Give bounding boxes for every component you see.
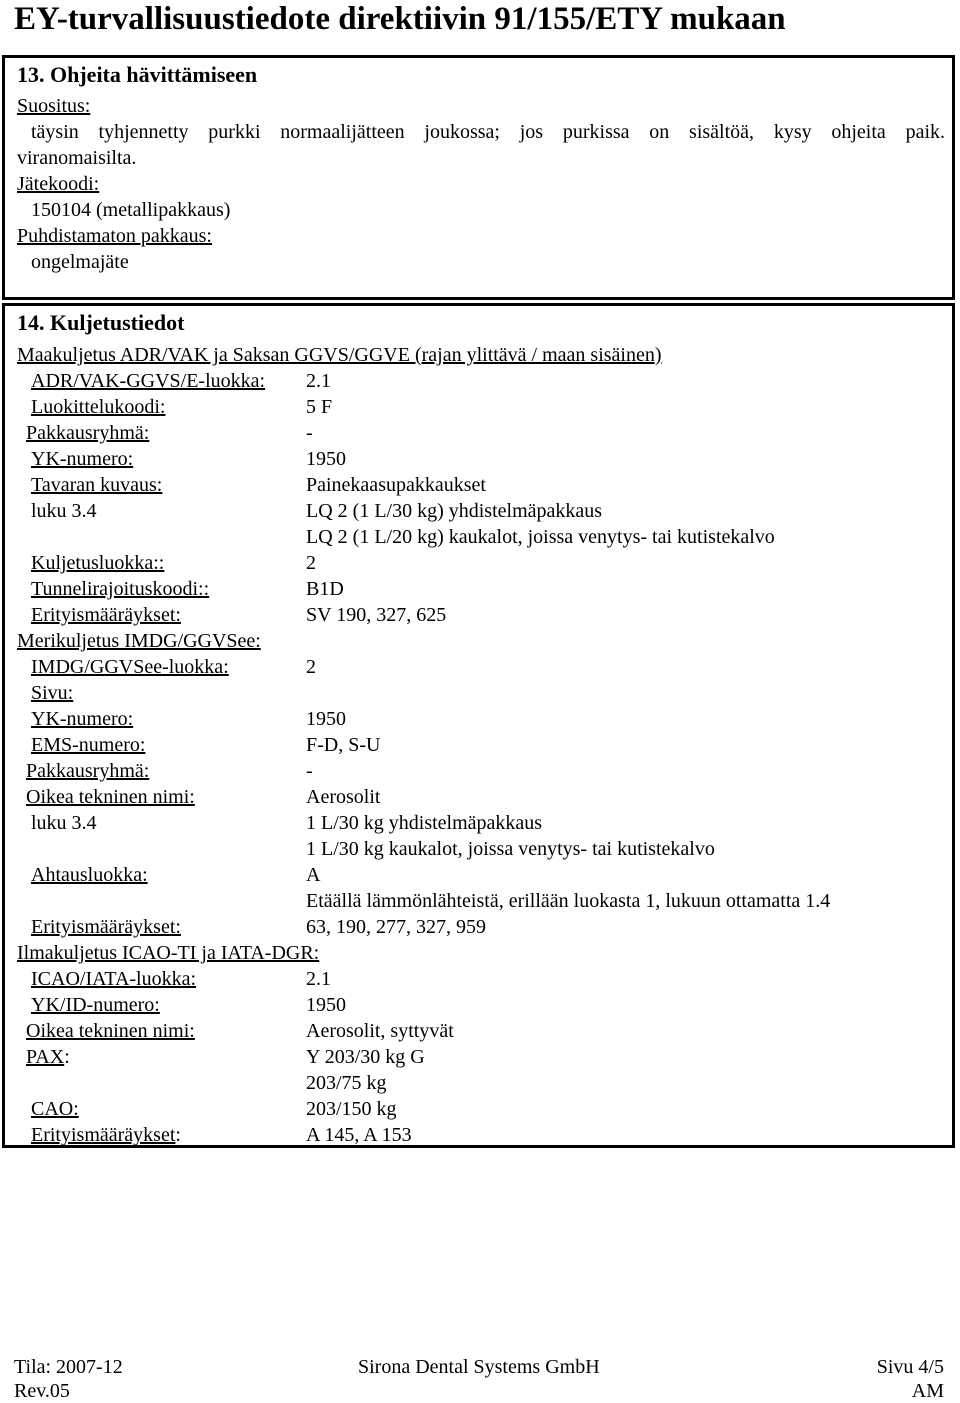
- land-chapter-line1: LQ 2 (1 L/30 kg) yhdistelmäpakkaus: [306, 500, 603, 522]
- land-chapter-line2: LQ 2 (1 L/20 kg) kaukalot, joissa venytys- tai kutistekalvo: [306, 526, 775, 548]
- sea-un-number-value: 1950: [306, 708, 346, 730]
- pax-label: PAX: [26, 1046, 65, 1068]
- ems-number-value: F-D, S-U: [306, 734, 381, 756]
- uncleaned-packaging-label: Puhdistamaton pakkaus:: [17, 225, 212, 247]
- land-un-number-value: 1950: [306, 448, 346, 470]
- section-13-box: [2, 55, 955, 300]
- ems-number-label: EMS-numero:: [31, 734, 146, 756]
- stowage-category-label: Ahtausluokka:: [31, 864, 148, 886]
- sea-packing-group-value: -: [306, 760, 313, 782]
- air-technical-name-value: Aerosolit, syttyvät: [306, 1020, 454, 1042]
- pax-value-line2: 203/75 kg: [306, 1072, 387, 1094]
- pax-label-wrap: [26, 1045, 70, 1069]
- transport-category-label: Kuljetusluokka::: [31, 552, 165, 574]
- imdg-class-value: 2: [306, 656, 316, 678]
- land-packing-group-label: Pakkausryhmä:: [26, 422, 150, 444]
- goods-description-value: Painekaasupakkaukset: [306, 474, 486, 496]
- sea-special-provisions-value: 63, 190, 277, 327, 959: [306, 916, 486, 938]
- air-special-provisions-label: Erityismääräykset: [31, 1124, 176, 1146]
- icao-class-value: 2.1: [306, 968, 331, 990]
- waste-code-value: 150104 (metallipakkaus): [31, 199, 231, 221]
- footer-page-number: Sivu 4/5: [876, 1356, 944, 1378]
- classification-code-value: 5 F: [306, 396, 333, 418]
- id-number-value: 1950: [306, 994, 346, 1016]
- recommendation-text-line1: täysin tyhjennetty purkki normaalijätteen joukossa; jos purkissa on sisältöä, kysy ohjeita paik.: [31, 121, 945, 143]
- pax-value-line1: Y 203/30 kg G: [306, 1046, 425, 1068]
- sea-special-provisions-label: Erityismääräykset:: [31, 916, 181, 938]
- land-special-provisions-label: Erityismääräykset:: [31, 604, 181, 626]
- stowage-note: Etäällä lämmönlähteistä, erillään luokasta 1, lukuun ottamatta 1.4: [306, 890, 831, 912]
- sea-page-label: Sivu:: [31, 682, 74, 704]
- section-14-heading: 14. Kuljetustiedot: [17, 310, 185, 335]
- air-special-provisions-value: A 145, A 153: [306, 1124, 412, 1146]
- sea-chapter-label: luku 3.4: [31, 812, 97, 834]
- sea-transport-heading: Merikuljetus IMDG/GGVSee:: [17, 630, 261, 652]
- land-packing-group-value: -: [306, 422, 313, 444]
- footer-company: Sirona Dental Systems GmbH: [358, 1356, 600, 1378]
- air-special-provisions-colon: :: [175, 1124, 181, 1146]
- pax-colon: :: [64, 1046, 70, 1068]
- transport-category-value: 2: [306, 552, 316, 574]
- goods-description-label: Tavaran kuvaus:: [31, 474, 163, 496]
- icao-class-label: ICAO/IATA-luokka:: [31, 968, 197, 990]
- id-number-label: YK/ID-numero:: [31, 994, 160, 1016]
- air-special-provisions-label-wrap: [31, 1123, 181, 1147]
- sea-chapter-line2: 1 L/30 kg kaukalot, joissa venytys- tai kutistekalvo: [306, 838, 715, 860]
- adr-class-value: 2.1: [306, 370, 331, 392]
- land-transport-heading: Maakuljetus ADR/VAK ja Saksan GGVS/GGVE (rajan ylittävä / maan sisäinen): [17, 344, 662, 366]
- cao-label: CAO:: [31, 1098, 79, 1120]
- waste-code-label: Jätekoodi:: [17, 173, 100, 195]
- footer-revision: Rev.05: [14, 1380, 70, 1402]
- sea-packing-group-label: Pakkausryhmä:: [26, 760, 150, 782]
- land-chapter-label: luku 3.4: [31, 500, 97, 522]
- sea-technical-name-value: Aerosolit: [306, 786, 381, 808]
- sea-un-number-label: YK-numero:: [31, 708, 134, 730]
- sea-chapter-line1: 1 L/30 kg yhdistelmäpakkaus: [306, 812, 543, 834]
- uncleaned-packaging-value: ongelmajäte: [31, 251, 129, 273]
- footer-am: AM: [911, 1380, 944, 1402]
- recommendation-text-line2: viranomaisilta.: [17, 147, 137, 169]
- section-13-heading: 13. Ohjeita hävittämiseen: [17, 62, 258, 87]
- classification-code-label: Luokittelukoodi:: [31, 396, 166, 418]
- tunnel-code-label: Tunnelirajoituskoodi::: [31, 578, 210, 600]
- land-special-provisions-value: SV 190, 327, 625: [306, 604, 447, 626]
- land-un-number-label: YK-numero:: [31, 448, 134, 470]
- document-title: EY-turvallisuustiedote direktiivin 91/155/ETY mukaan: [14, 1, 786, 37]
- tunnel-code-value: B1D: [306, 578, 344, 600]
- cao-value: 203/150 kg: [306, 1098, 397, 1120]
- air-transport-heading: Ilmakuljetus ICAO-TI ja IATA-DGR:: [17, 942, 320, 964]
- recommendation-label: Suositus:: [17, 95, 91, 117]
- adr-class-label: ADR/VAK-GGVS/E-luokka:: [31, 370, 266, 392]
- footer-status: Tila: 2007-12: [14, 1356, 123, 1378]
- stowage-category-value: A: [306, 864, 321, 886]
- imdg-class-label: IMDG/GGVSee-luokka:: [31, 656, 229, 678]
- sea-technical-name-label: Oikea tekninen nimi:: [26, 786, 195, 808]
- air-technical-name-label: Oikea tekninen nimi:: [26, 1020, 195, 1042]
